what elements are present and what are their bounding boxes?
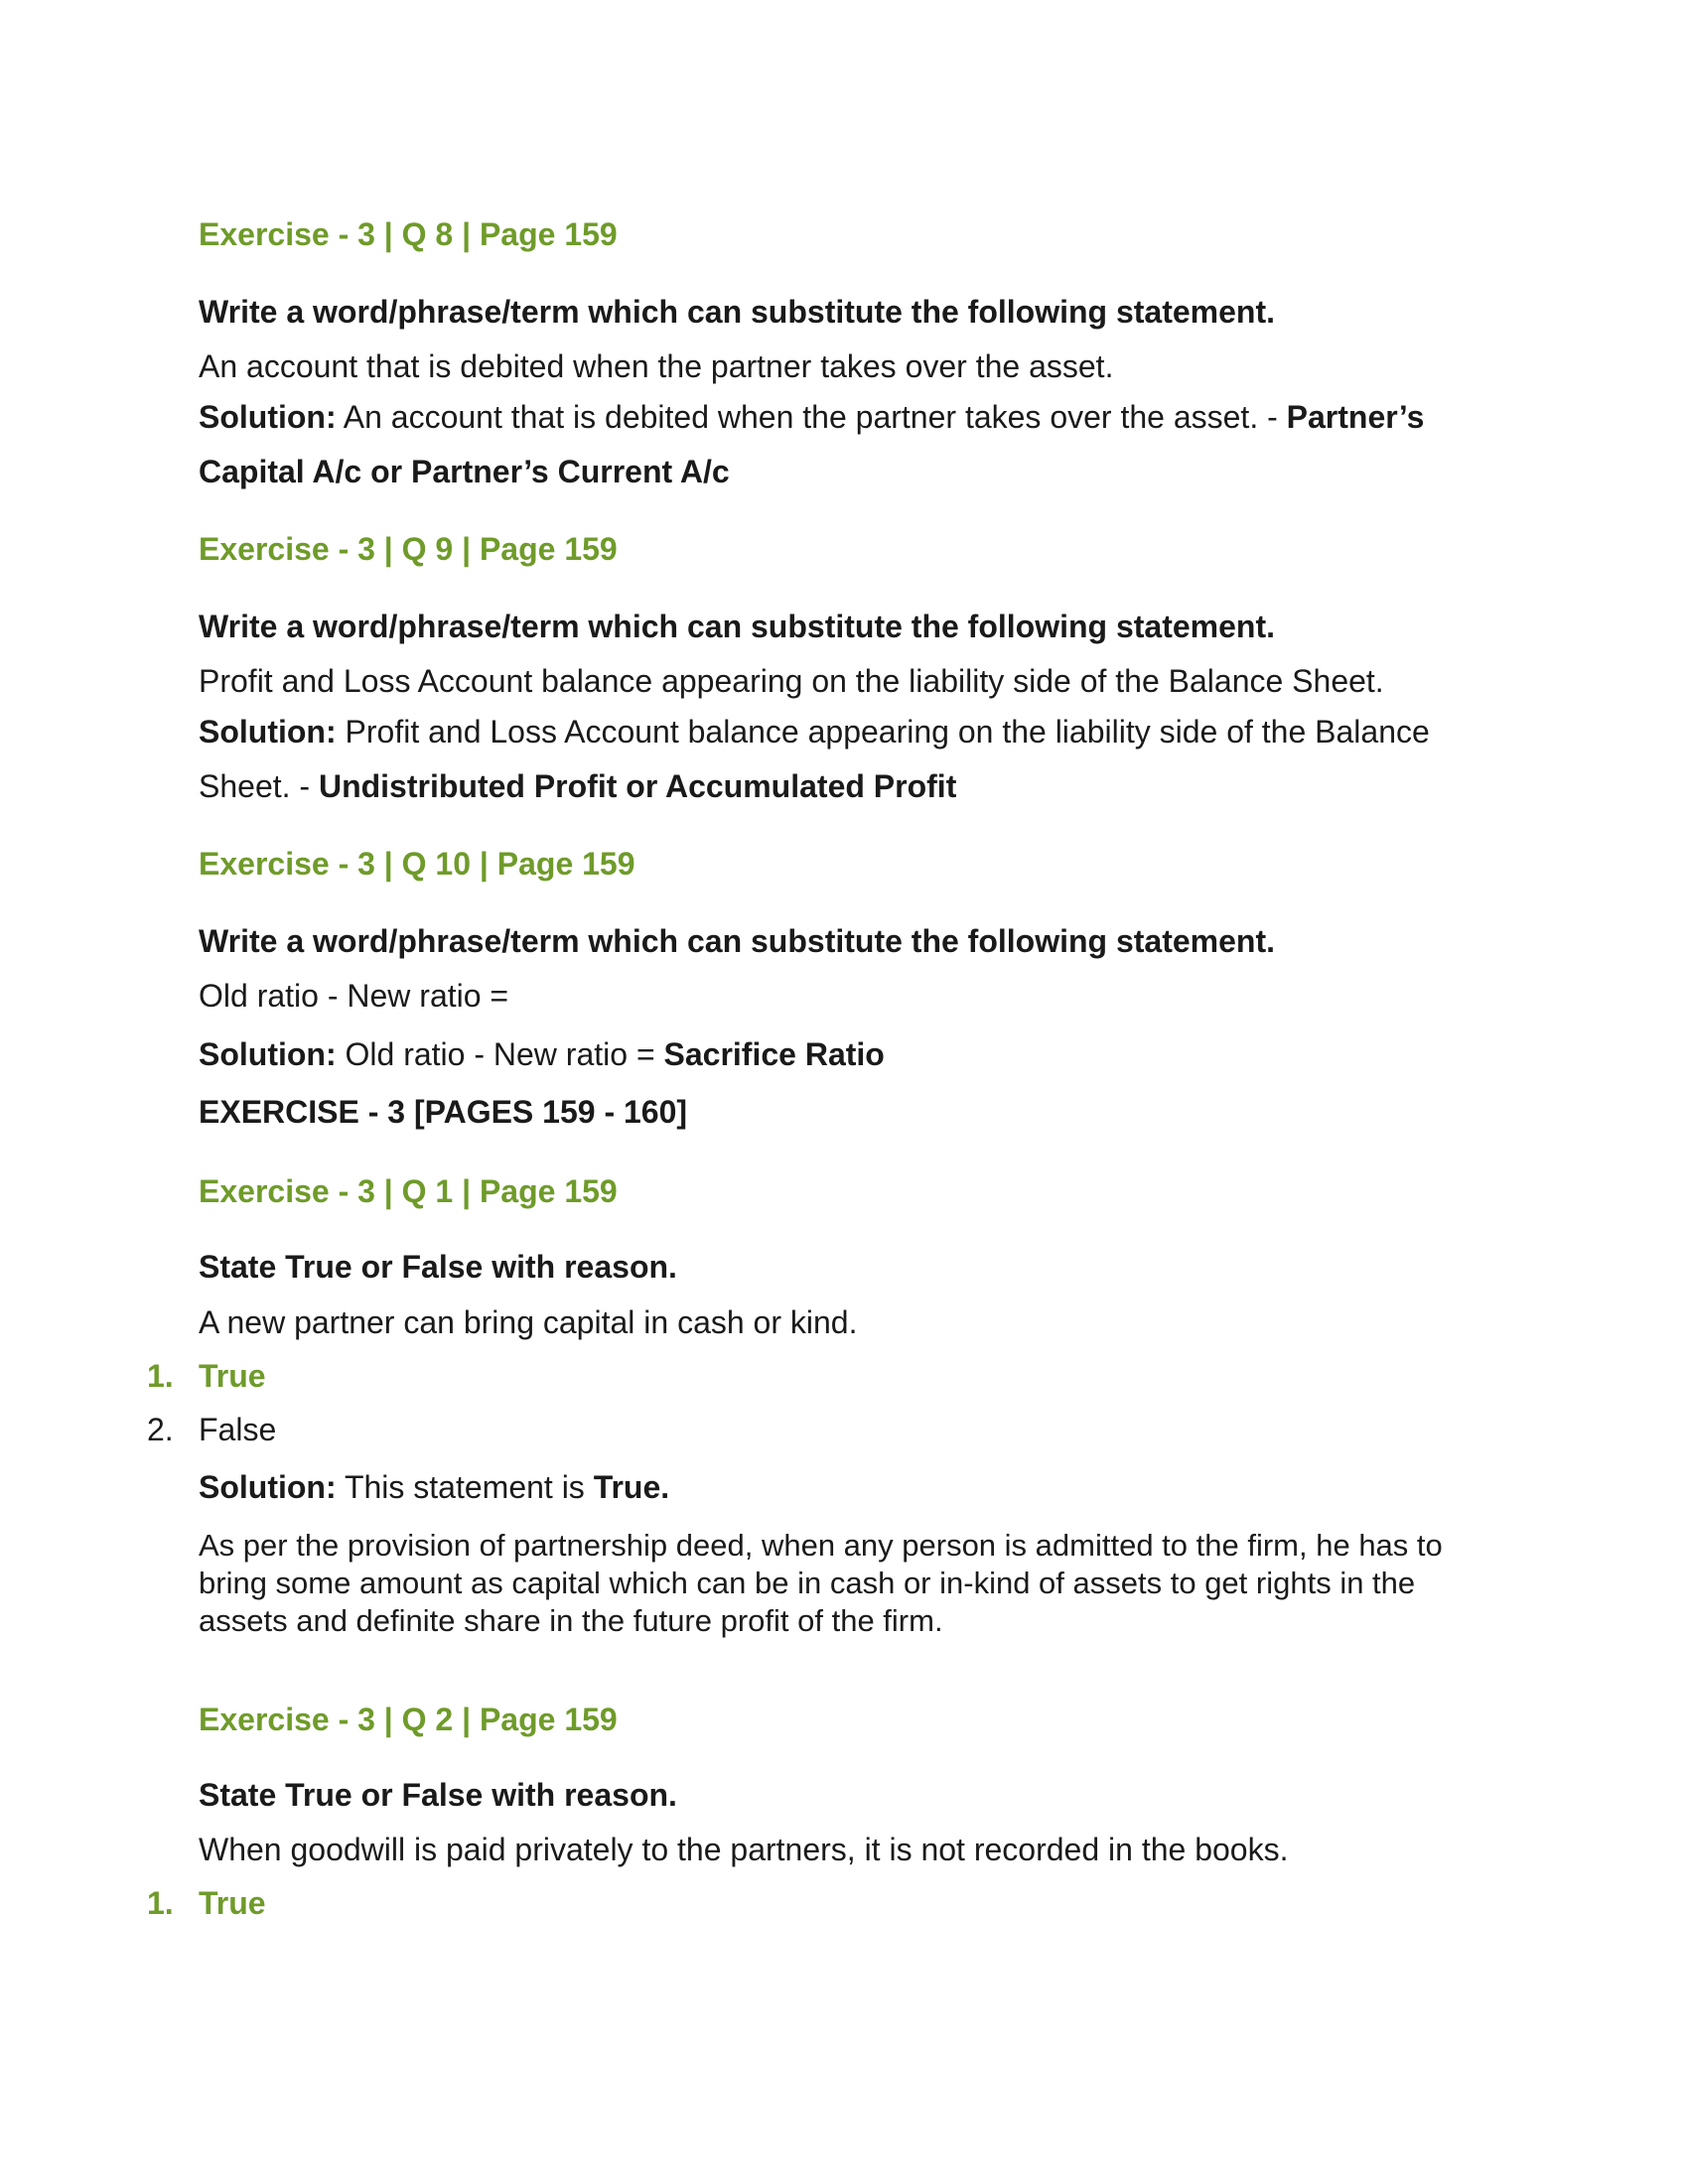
solution-label: Solution: <box>199 399 337 435</box>
option-true <box>147 1883 266 1923</box>
question-statement: A new partner can bring capital in cash or kind. <box>199 1304 858 1340</box>
exercise-heading: EXERCISE - 3 [PAGES 159 - 160] <box>199 1094 688 1130</box>
solution-text: An account that is debited when the partner takes over the asset. - <box>343 399 1278 435</box>
question-statement: When goodwill is paid privately to the partners, it is not recorded in the books. <box>199 1832 1289 1867</box>
exercise-header: Exercise - 3 | Q 2 | Page 159 <box>199 1702 618 1737</box>
exercise-header: Exercise - 3 | Q 10 | Page 159 <box>199 846 635 882</box>
option-label: True <box>199 1358 266 1394</box>
option-true <box>147 1356 266 1396</box>
question-statement: Profit and Loss Account balance appearing on the liability side of the Balance Sheet. <box>199 663 1384 699</box>
solution-text: Old ratio - New ratio = <box>345 1036 655 1072</box>
option-label: False <box>199 1412 277 1447</box>
option-false <box>147 1410 276 1449</box>
solution <box>199 390 1509 499</box>
question-prompt: Write a word/phrase/term which can substitute the following statement. <box>199 923 1276 959</box>
solution-text: This statement is <box>344 1469 585 1505</box>
question-statement: An account that is debited when the partner takes over the asset. <box>199 348 1114 384</box>
question-prompt: Write a word/phrase/term which can substitute the following statement. <box>199 294 1276 330</box>
solution-explanation: As per the provision of partnership deed, when any person is admitted to the firm, he has to bring some amount as capital which can be in cash or in-kind of assets to get rights in the assets and definite share in the future profit of the firm. <box>199 1528 1443 1638</box>
solution-answer: Sacrifice Ratio <box>663 1036 885 1072</box>
question-prompt: Write a word/phrase/term which can substitute the following statement. <box>199 609 1276 644</box>
solution <box>199 1467 1509 1507</box>
solution-answer: Partner’s Capital A/c or Partner’s Current A/c <box>199 399 1425 489</box>
solution <box>199 1034 1509 1074</box>
solution-label: Solution: <box>199 1469 337 1505</box>
solution-text: Profit and Loss Account balance appearing on the liability side of the Balance Sheet. - <box>199 714 1430 804</box>
exercise-header: Exercise - 3 | Q 1 | Page 159 <box>199 1173 618 1209</box>
option-number: 1. <box>147 1885 174 1921</box>
solution <box>199 705 1509 814</box>
question-statement: Old ratio - New ratio = <box>199 978 509 1014</box>
question-prompt: State True or False with reason. <box>199 1777 677 1813</box>
exercise-header: Exercise - 3 | Q 8 | Page 159 <box>199 216 618 252</box>
exercise-header: Exercise - 3 | Q 9 | Page 159 <box>199 531 618 567</box>
question-prompt: State True or False with reason. <box>199 1249 677 1285</box>
option-label: True <box>199 1885 266 1921</box>
option-number: 1. <box>147 1358 174 1394</box>
solution-label: Solution: <box>199 714 337 750</box>
solution-answer: True. <box>593 1469 670 1505</box>
solution-label: Solution: <box>199 1036 337 1072</box>
option-number: 2. <box>147 1412 174 1447</box>
solution-answer: Undistributed Profit or Accumulated Profit <box>318 768 957 804</box>
